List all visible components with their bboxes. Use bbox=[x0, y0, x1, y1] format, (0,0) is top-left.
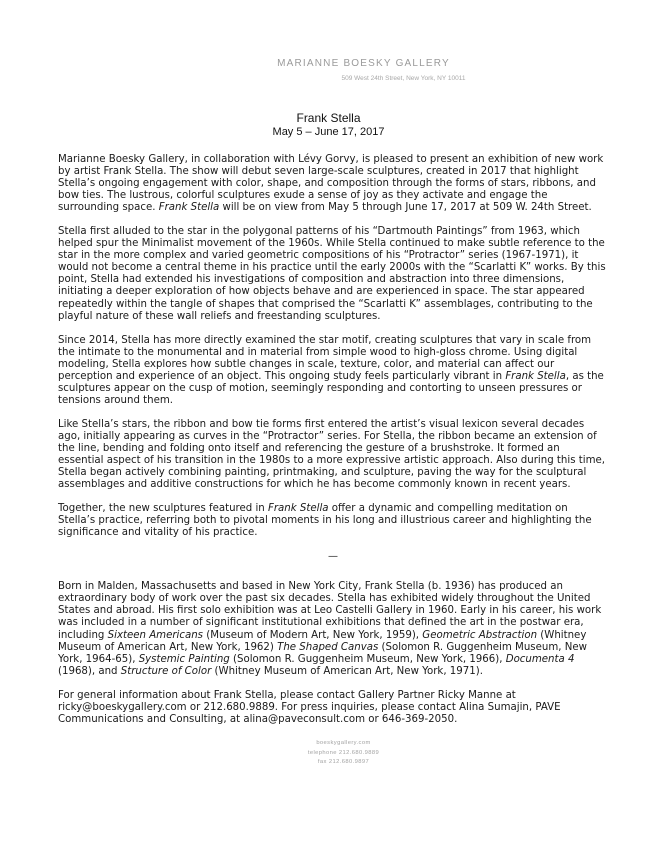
gallery-address: 509 West 24th Street, New York, NY 10011 bbox=[341, 75, 466, 82]
paragraph-star-history: Stella first alluded to the star in the polygonal patterns of his “Dartmouth Paintings” from 1963, which helped spur the Minimalist movement of the 1960s. While Stella continued to make subtle reference to the star in the more complex and varied geometric compositions of his “Protractor” series (1967-1971), it would not become a central theme in his practice until the early 2000s with the “Scarlatti K” works. By this point, Stella had extended his investigations of composition and abstraction into three dimensions, initiating a deeper exploration of how objects behave and are experienced in space. The star appeared repeatedly within the tangle of shapes that comprised the “Scarlatti K” assemblages, contributing to the playful nature of these wall reliefs and freestanding sculptures. bbox=[58, 226, 606, 322]
paragraph-ribbon: Like Stella’s stars, the ribbon and bow tie forms first entered the artist’s visual lexicon several decades ago, initially appearing as curves in the “Protractor” series. For Stella, the ribbon became an extension of the line, bending and folding onto itself and referencing the gesture of a brushstroke. It formed an essential aspect of his transition in the 1980s to a more expressive artistic approach. Also during this time, Stella began actively combining painting, printmaking, and sculpture, paving the way for the sculptural assemblages and additive constructions for which he has become commonly known in recent years. bbox=[58, 418, 605, 491]
paragraph-intro bbox=[58, 154, 608, 214]
text-run: will be on view from May 5 through June 17, 2017 at 509 W. 24th Street. bbox=[219, 202, 592, 214]
title-block bbox=[0, 111, 657, 139]
italic-exhibition: The Shaped Canvas bbox=[277, 641, 379, 653]
text-run: Together, the new sculptures featured in bbox=[58, 503, 268, 515]
text-run: Since 2014, Stella has more directly examined the star motif, creating sculptures that vary in scale from the intimate to the monumental and in material from simple wood to high-gloss chrome. Using digital modeling, Stella explores how subtle changes in scale, texture, color, and material can affect our perception and experience of an object. This ongoing study feels particularly vibrant in bbox=[58, 334, 592, 382]
footer bbox=[0, 739, 657, 768]
exhibition-title: Frank Stella bbox=[296, 111, 361, 125]
paragraph-star-motif bbox=[58, 335, 608, 407]
text-run: , as the sculptures appear on the cusp of motion, seemingly responding and contorting to unseen pressures or tensions around them. bbox=[58, 370, 604, 406]
italic-exhibition: Sixteen Americans bbox=[107, 629, 203, 641]
footer-telephone: telephone 212.680.9889 bbox=[307, 749, 380, 756]
text-run: (Whitney Museum of American Art, New York, 1962) bbox=[58, 629, 587, 653]
section-separator: — bbox=[328, 551, 338, 563]
release-body bbox=[58, 154, 608, 738]
text-run: Marianne Boesky Gallery, in collaboration with Lévy Gorvy, is pleased to present an exhibition of new work by artist Frank Stella. The show will debut seven large-scale sculptures, created in 2017 that highlight Stella’s ongoing engagement with color, shape, and composition through the forms of stars, ribbons, and bow ties. The lustrous, colorful sculptures exude a sense of joy as they activate and engage the surrounding space. bbox=[58, 154, 604, 214]
letterhead bbox=[0, 58, 657, 82]
text-run: (1968), and bbox=[58, 665, 121, 677]
italic-exhibition: Structure of Color bbox=[120, 665, 212, 677]
text-run: offer a dynamic and compelling meditation on Stella’s practice, referring both to pivotal moments in his long and illustrious career and highlighting the significance and vitality of his practice. bbox=[58, 503, 592, 539]
text-run: (Solomon R. Guggenheim Museum, New York, 1964-65), bbox=[58, 641, 587, 665]
italic-title: Frank Stella bbox=[158, 202, 220, 214]
italic-title: Frank Stella bbox=[268, 503, 329, 515]
paragraph-contact: For general information about Frank Stella, please contact Gallery Partner Ricky Manne at ricky@boeskygallery.com or 212.680.9889. For press inquiries, please contact Alina Sumajin, PAVE Communications and Consulting, at alina@paveconsult.com or 646-369-2050. bbox=[58, 689, 561, 725]
text-run: (Museum of Modern Art, New York, 1959), bbox=[202, 629, 423, 641]
text-run: (Solomon R. Guggenheim Museum, New York, 1966), bbox=[229, 653, 506, 665]
footer-fax: fax 212.680.9897 bbox=[317, 759, 370, 765]
gallery-name: MARIANNE BOESKY GALLERY bbox=[277, 58, 450, 69]
paragraph-biography bbox=[58, 581, 608, 677]
exhibition-dates: May 5 – June 17, 2017 bbox=[272, 126, 385, 138]
italic-exhibition: Documenta 4 bbox=[505, 653, 575, 665]
footer-website: boeskygallery.com bbox=[316, 740, 371, 746]
italic-title: Frank Stella bbox=[505, 370, 566, 382]
italic-exhibition: Geometric Abstraction bbox=[422, 629, 538, 641]
text-run: Born in Malden, Massachusetts and based in New York City, Frank Stella (b. 1936) has produced an extraordinary body of work over the past six decades. Stella has exhibited widely throughout the United States and abroad. His first solo exhibition was at Leo Castelli Gallery in 1960. Early in his career, his work was included in a number of significant institutional exhibitions that defined the art in the postwar era, including bbox=[58, 581, 602, 641]
italic-exhibition: Systemic Painting bbox=[138, 653, 230, 665]
text-run: (Whitney Museum of American Art, New York, 1971). bbox=[211, 665, 483, 677]
paragraph-summary bbox=[58, 503, 608, 539]
